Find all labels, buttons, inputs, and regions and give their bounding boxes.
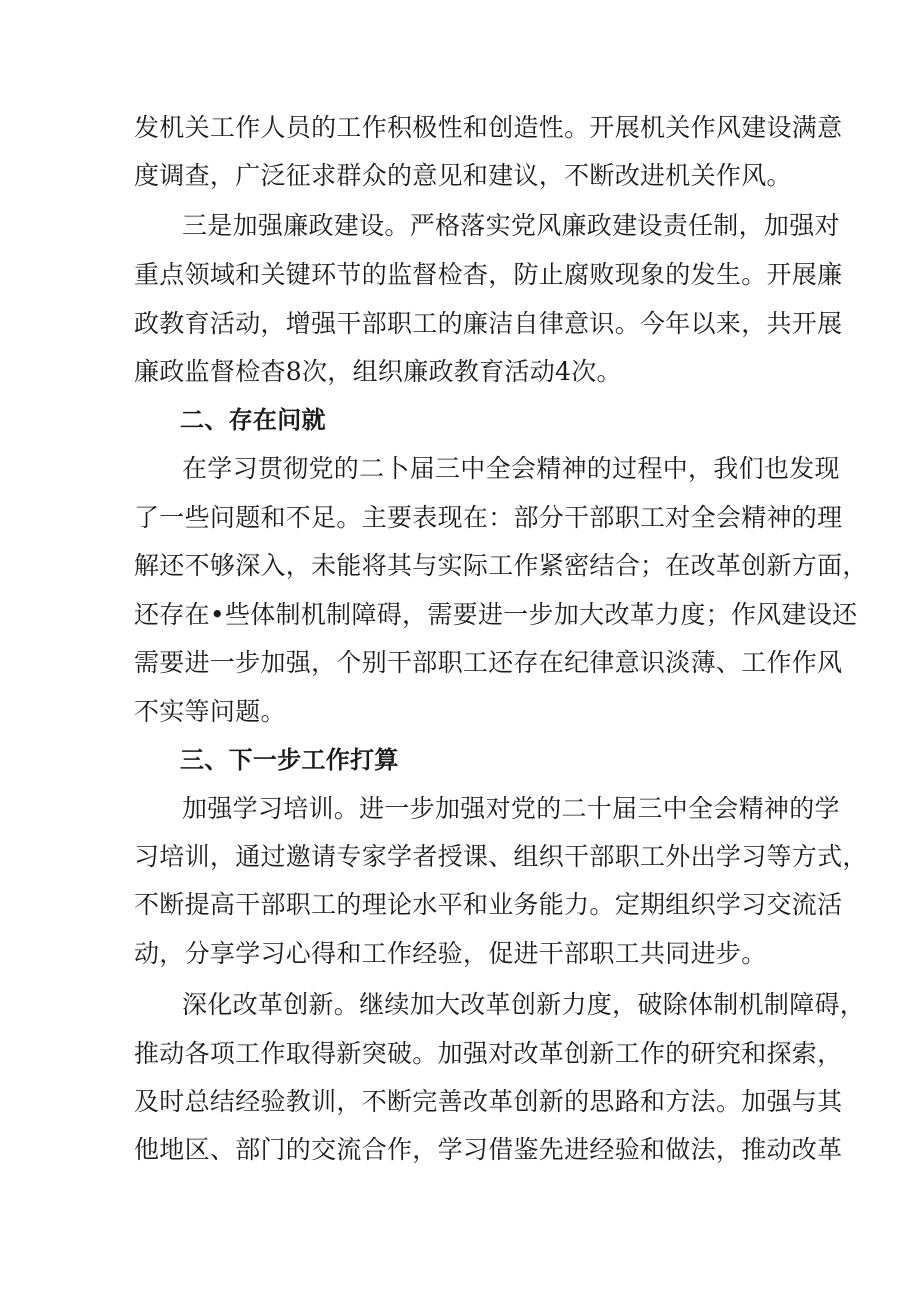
paragraph-line: 政教育活动，增强干部职工的廉洁自律意识。今年以来，共开展 [134, 309, 843, 338]
paragraph-line: 不断提高干部职工的理论水平和业务能力。定期组织学习交流活 [134, 890, 843, 919]
paragraph-line: 推动各项工作取得新突破。加强对改革创新工作的研究和探索， [134, 1039, 843, 1068]
paragraph-line: 了一些问题和不足。主要表现在：部分干部职工对全会精神的理 [134, 503, 843, 532]
paragraph-line: 解还不够深入，未能将其与实际工作紧密结合；在改革创新方面， [134, 551, 868, 580]
paragraph-line: 他地区、部门的交流合作，学习借鉴先进经验和做法，推动改革 [134, 1135, 843, 1164]
paragraph-line: 三是加强廉政建设。严格落实党风廉政建设责任制，加强对 [182, 211, 840, 240]
paragraph-line: 在学习贯彻党的二卜届三中全会精神的过程中，我们也发现 [182, 454, 840, 483]
paragraph-line: 还存在•些体制机制障碍，需要进一步加大改革力度；作风建设还 [134, 600, 858, 629]
paragraph-line: 深化改革创新。继续加大改革创新力度，破除体制机制障碍， [182, 990, 866, 1019]
paragraph-line: 加强学习培训。进一步加强对党的二十届三中全会精神的学 [182, 794, 840, 823]
paragraph-line: 不实等问题。 [134, 697, 286, 726]
paragraph-line: 度调查，广泛征求群众的意见和建议，不断改进机关作风。 [134, 161, 792, 190]
paragraph-line: 及时总结经验教训，不断完善改革创新的思路和方法。加强与其 [134, 1087, 843, 1116]
paragraph-line: 动，分享学习心得和工作经验，促进干部职工共同进步。 [134, 939, 767, 968]
paragraph-line: 习培训，通过邀请专家学者授课、组织干部职工外出学习等方式， [134, 842, 868, 871]
section-heading: 二、存在问就 [180, 406, 326, 434]
paragraph-line: 重点领域和关键环节的监督检杳，防止腐败现象的发生。开展廉 [134, 260, 843, 289]
section-heading: 三、下一步工作打算 [180, 746, 399, 774]
paragraph-line: 发机关工作人员的工作积极性和创造性。开展机关作风建设满意 [134, 113, 843, 142]
paragraph-line: 需要进一步加强，个别干部职工还存在纪律意识淡薄、工作作风 [134, 648, 843, 677]
paragraph-line: 廉政监督检杳8次，组织廉政教育活动4次。 [134, 357, 622, 386]
